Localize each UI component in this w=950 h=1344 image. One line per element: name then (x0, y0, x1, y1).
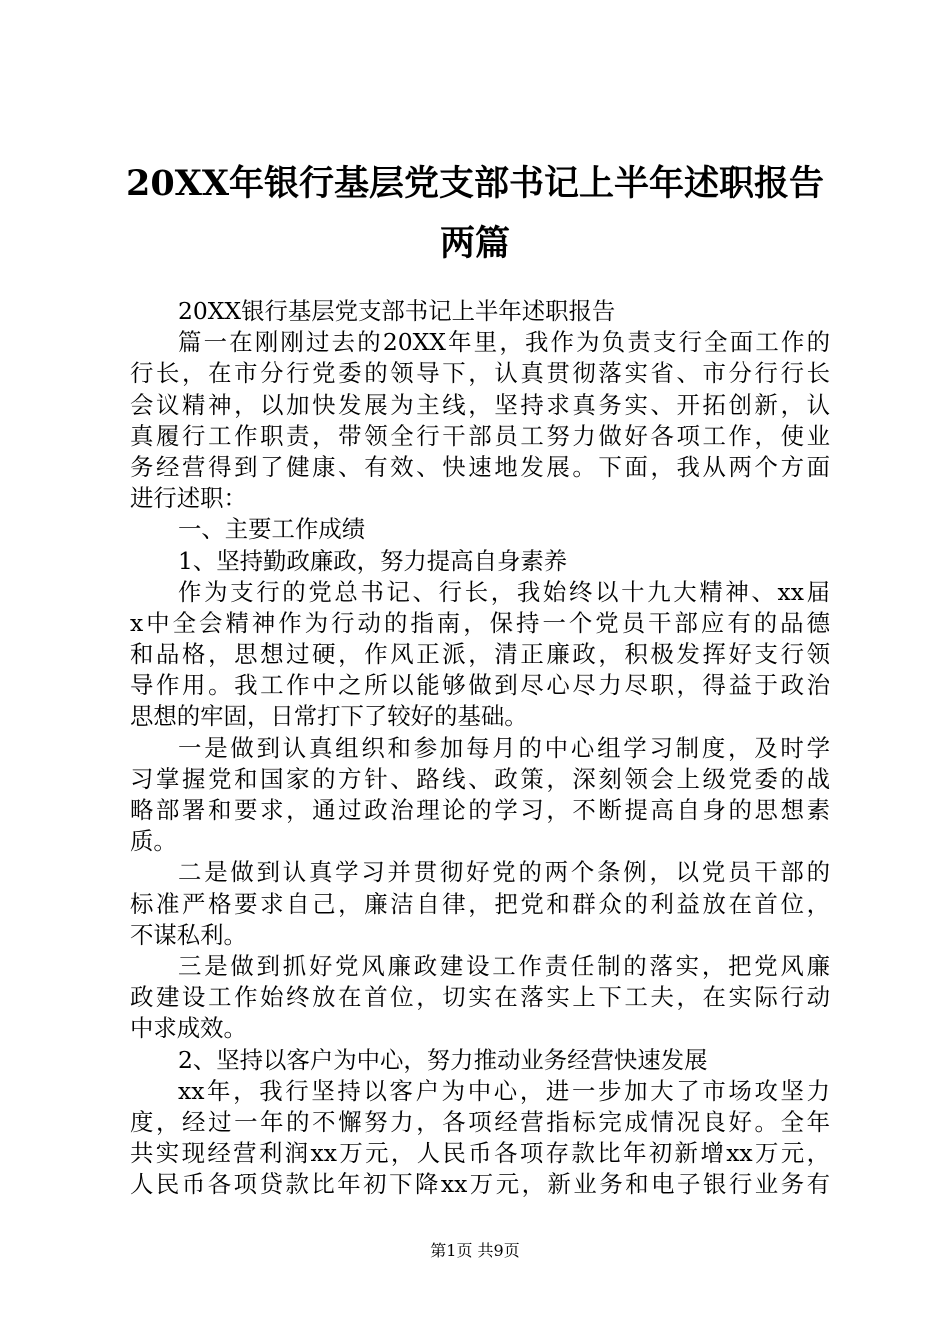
body-line: 略部署和要求，通过政治理论的学习，不断提高自身的思想素 (130, 796, 830, 824)
body-line: x中全会精神作为行动的指南，保持一个党员干部应有的品德 (130, 608, 830, 637)
page-number-footer: 第1页 共9页 (430, 1241, 520, 1260)
document-title-line-1: 20XX年银行基层党支部书记上半年述职报告 (125, 163, 825, 204)
body-line: 不谋私利。 (130, 920, 247, 949)
section-heading: 一、主要工作成绩 (178, 515, 366, 544)
body-line: 篇一在刚刚过去的20XX年里，我作为负责支行全面工作的 (178, 328, 830, 357)
body-line: 一是做到认真组织和参加每月的中心组学习制度，及时学 (178, 733, 830, 762)
body-line: 思想的牢固，日常打下了较好的基础。 (130, 702, 528, 731)
body-line: 务经营得到了健康、有效、快速地发展。下面，我从两个方面 (130, 452, 830, 481)
body-line: 导作用。我工作中之所以能够做到尽心尽力尽职，得益于政治 (130, 671, 830, 700)
body-line: 和品格，思想过硬，作风正派，清正廉政，积极发挥好支行领 (130, 640, 830, 669)
body-line: 进行述职： (130, 484, 247, 513)
subsection-heading: 2、坚持以客户为中心，努力推动业务经营快速发展 (178, 1045, 708, 1074)
body-line: 行长，在市分行党委的领导下，认真贯彻落实省、市分行行长 (130, 359, 830, 388)
subsection-heading: 1、坚持勤政廉政，努力提高自身素养 (178, 546, 568, 575)
document-title-line-2: 两篇 (439, 223, 510, 264)
body-line: 作为支行的党总书记、行长，我始终以十九大精神、xx届 (178, 577, 830, 606)
body-line: 政建设工作始终放在首位，切实在落实上下工夫，在实际行动 (130, 983, 830, 1012)
subtitle-line: 20XX银行基层党支部书记上半年述职报告 (178, 297, 616, 325)
body-line: 二是做到认真学习并贯彻好党的两个条例，以党员干部的 (178, 858, 830, 887)
body-line: 三是做到抓好党风廉政建设工作责任制的落实，把党风廉 (178, 951, 830, 980)
body-line: 度，经过一年的不懈努力，各项经营指标完成情况良好。全年 (130, 1107, 830, 1136)
body-line: 质。 (130, 827, 177, 856)
body-line: 人民币各项贷款比年初下降xx万元，新业务和电子银行业务有 (130, 1170, 830, 1199)
body-line: 习掌握党和国家的方针、路线、政策，深刻领会上级党委的战 (130, 764, 830, 793)
document-body (130, 296, 830, 1200)
body-line: 共实现经营利润xx万元，人民币各项存款比年初新增xx万元， (130, 1139, 830, 1168)
body-line: 中求成效。 (130, 1014, 247, 1043)
body-line: xx年，我行坚持以客户为中心，进一步加大了市场攻坚力 (178, 1076, 830, 1105)
body-line: 标准严格要求自己，廉洁自律，把党和群众的利益放在首位， (130, 889, 830, 918)
body-line: 真履行工作职责，带领全行干部员工努力做好各项工作，使业 (130, 421, 830, 450)
body-line: 会议精神，以加快发展为主线，坚持求真务实、开拓创新，认 (130, 390, 830, 419)
